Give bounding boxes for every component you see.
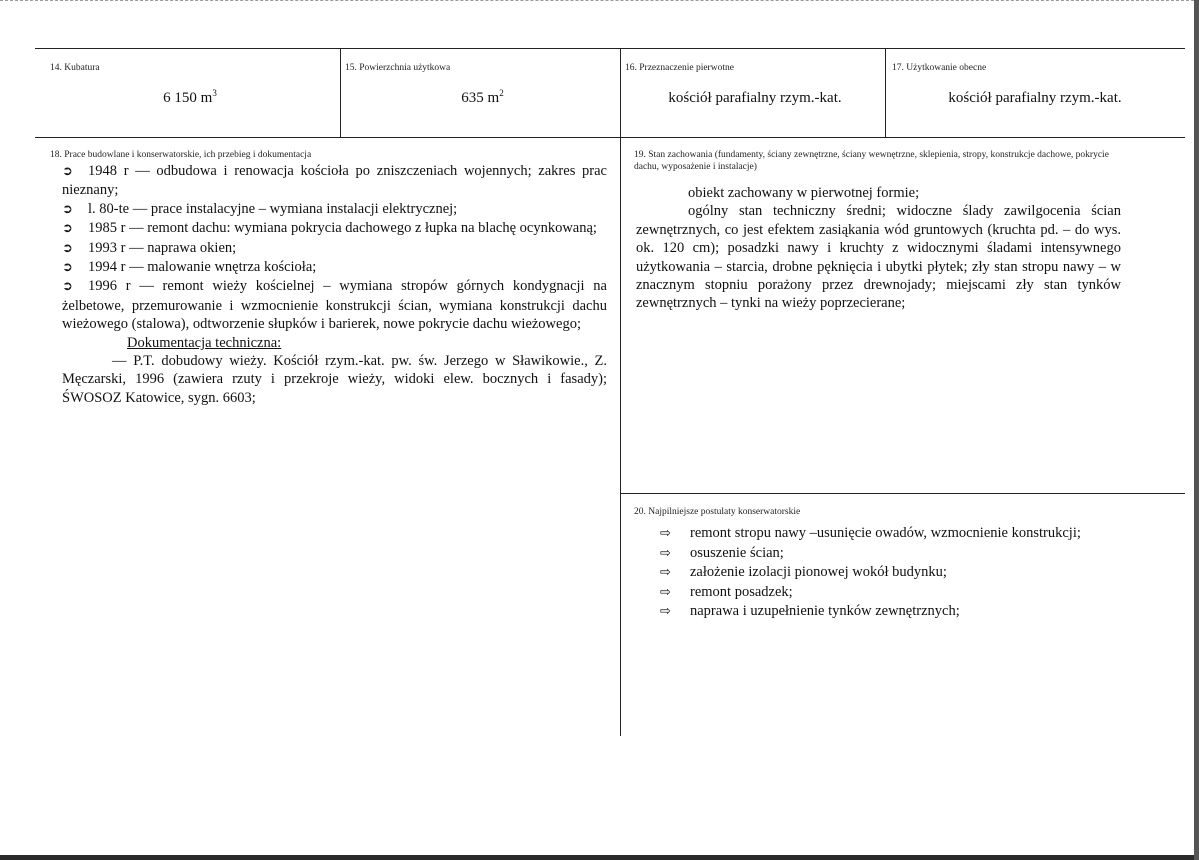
row-separator (35, 137, 1185, 138)
circled-right-arrow-icon: ➲ (62, 260, 73, 276)
kubatura-number: 6 150 m (163, 90, 213, 106)
circled-right-arrow-icon: ➲ (62, 164, 73, 179)
przeznaczenie-label: 16. Przeznaczenie pierwotne (625, 63, 734, 73)
postulate-item: ⇨ osuszenie ścian; (660, 544, 1160, 564)
works-item: ➲ 1996 r — remont wieży kościelnej – wymiana stropów górnych kondygnacji na żelbetowe, przemurowanie i wzmocnienie konstrukcji ścian, wymiana konstrukcji dachu wieżowego (stalowa), odtworzenie słupków i barierek, nowe pokrycie dachu wieżowego; (62, 278, 607, 333)
cell-separator-19-20 (620, 493, 1185, 494)
works-item: ➲ 1994 r — malowanie wnętrza kościoła; (62, 258, 607, 277)
kubatura-unit-exponent: 3 (212, 88, 217, 98)
circled-right-arrow-icon: ➲ (62, 279, 73, 295)
scan-edge-bottom (0, 855, 1199, 860)
documentation-text: — P.T. dobudowy wieży. Kościół rzym.-kat. pw. św. Jerzego w Sławikowie., Z. Męczarski, 1996 (zawiera rzuty i przekroje wieży, widoki elew. bocznych i fasady); ŚWOSOZ Katowice, sygn. 6603; (62, 353, 607, 406)
outlined-right-arrow-icon: ⇨ (660, 604, 671, 619)
column-divider-3 (885, 48, 886, 137)
powierzchnia-unit-exponent: 2 (499, 88, 504, 98)
column-divider-1 (340, 48, 341, 137)
circled-right-arrow-icon: ➲ (62, 221, 73, 237)
table-top-border (35, 48, 1185, 49)
postulates-list (660, 524, 1160, 622)
works-content (62, 162, 607, 407)
condition-content (636, 184, 1121, 313)
column-divider-main (620, 48, 621, 736)
condition-line-1: obiekt zachowany w pierwotnej formie; (688, 185, 920, 201)
kubatura-value (40, 88, 340, 107)
circled-right-arrow-icon: ➲ (62, 201, 73, 217)
postulate-item: ⇨ naprawa i uzupełnienie tynków zewnętrznych; (660, 602, 1160, 622)
outlined-right-arrow-icon: ⇨ (660, 526, 671, 541)
circled-right-arrow-icon: ➲ (62, 240, 73, 256)
outlined-right-arrow-icon: ⇨ (660, 545, 671, 561)
postulates-label: 20. Najpilniejsze postulaty konserwatorskie (634, 507, 801, 517)
works-label: 18. Prace budowlane i konserwatorskie, ich przebieg i dokumentacja (50, 150, 312, 160)
outlined-right-arrow-icon: ⇨ (660, 565, 671, 580)
postulate-item: ⇨ remont stropu nawy –usunięcie owadów, wzmocnienie konstrukcji; (660, 524, 1160, 544)
scan-edge-top (0, 0, 1199, 4)
works-item: ➲ l. 80-te — prace instalacyjne – wymiana instalacji elektrycznej; (62, 200, 607, 219)
powierzchnia-number: 635 m (461, 90, 500, 106)
przeznaczenie-value: kościół parafialny rzym.-kat. (668, 90, 842, 106)
works-item: ➲ 1985 r — remont dachu: wymiana pokrycia dachowego z łupka na blachę ocynkowaną; (62, 219, 607, 238)
powierzchnia-value (345, 88, 620, 107)
kubatura-label: 14. Kubatura (50, 63, 100, 73)
postulate-item: ⇨ założenie izolacji pionowej wokół budynku; (660, 563, 1160, 583)
works-item: ➲ 1993 r — naprawa okien; (62, 239, 607, 258)
uzytkowanie-label: 17. Użytkowanie obecne (892, 63, 987, 73)
scan-edge-right (1194, 0, 1199, 860)
postulate-item: ⇨ remont posadzek; (660, 583, 1160, 603)
outlined-right-arrow-icon: ⇨ (660, 584, 671, 600)
documentation-heading: Dokumentacja techniczna: (127, 334, 282, 351)
postulates-content (660, 524, 1160, 622)
uzytkowanie-value: kościół parafialny rzym.-kat. (948, 90, 1122, 106)
powierzchnia-label: 15. Powierzchnia użytkowa (345, 63, 451, 73)
works-item: ➲ 1948 r — odbudowa i renowacja kościoła po zniszczeniach wojennych; zakres prac nieznany; (62, 163, 607, 199)
condition-label: 19. Stan zachowania (fundamenty, ściany zewnętrzne, ściany wewnętrzne, sklepienia, stropy, konstrukcje dachowe, pokrycie dachu, wyposażenie i instalacje) (634, 150, 1109, 172)
condition-line-2: ogólny stan techniczny średni; widoczne ślady zawilgocenia ścian zewnętrznych, co jest efektem zasiąkania wód gruntowych (kruchta pd. – do wys. ok. 120 cm); posadzki nawy i kruchty z widocznymi śladami intensywnego użytkowania – starcia, drobne pęknięcia i ubytki płytek; zły stan stropu nawy – w znacznym stopniu porażony przez drewnojady; miejscami zły stan tynków zewnętrznych – tynki na wieży poprzecierane; (636, 203, 1121, 312)
